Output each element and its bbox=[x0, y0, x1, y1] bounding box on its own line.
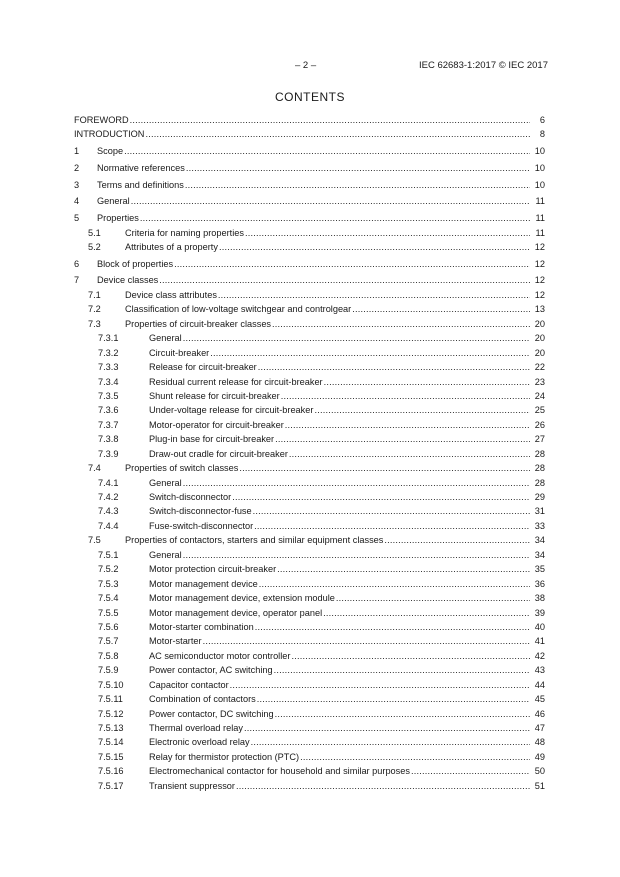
toc-entry[interactable] bbox=[74, 634, 545, 648]
toc-entry[interactable] bbox=[74, 750, 545, 764]
toc-entry-label[interactable]: Electronic overload relay bbox=[149, 737, 250, 748]
dot-leader bbox=[239, 461, 530, 475]
toc-entry-number: 7.3.7 bbox=[98, 419, 119, 430]
toc-entry[interactable] bbox=[74, 461, 545, 475]
toc-entry-label[interactable]: Motor-starter combination bbox=[149, 621, 254, 632]
toc-entry[interactable] bbox=[74, 257, 545, 271]
toc-entry[interactable] bbox=[74, 562, 545, 576]
toc-entry-page: 27 bbox=[534, 434, 545, 445]
toc-entry[interactable] bbox=[74, 519, 545, 533]
toc-entry-page: 10 bbox=[534, 146, 545, 157]
toc-entry[interactable] bbox=[74, 432, 545, 446]
toc-entry-number: 7.5.12 bbox=[98, 708, 124, 719]
toc-entry-page: 20 bbox=[534, 347, 545, 358]
toc-entry-label[interactable]: FOREWORD bbox=[74, 115, 129, 125]
toc-entry-page: 43 bbox=[534, 665, 545, 676]
toc-entry[interactable] bbox=[74, 692, 545, 706]
toc-entry-label[interactable]: Properties of switch classes bbox=[125, 463, 239, 474]
toc-entry[interactable] bbox=[74, 211, 545, 225]
toc-entry-label[interactable]: AC semiconductor motor controller bbox=[149, 650, 291, 661]
toc-entry-label[interactable]: Terms and definitions bbox=[97, 179, 184, 190]
toc-entry[interactable] bbox=[74, 113, 545, 127]
toc-entry-page: 23 bbox=[534, 376, 545, 387]
dot-leader bbox=[230, 678, 530, 692]
toc-entry-number: 7.5.7 bbox=[98, 636, 119, 647]
dot-leader bbox=[232, 490, 530, 504]
toc-entry-number: 7.3.8 bbox=[98, 434, 119, 445]
toc-entry-label[interactable]: Block of properties bbox=[97, 258, 174, 269]
toc-entry-number: 7.4.1 bbox=[98, 477, 119, 488]
dot-leader bbox=[251, 735, 530, 749]
toc-entry-number: 7.5.13 bbox=[98, 723, 124, 734]
dot-leader bbox=[275, 432, 530, 446]
toc-entry-number: 7.5.2 bbox=[98, 564, 119, 575]
toc-entry-number: 7.3.2 bbox=[98, 347, 119, 358]
toc-entry-number: 7.5.11 bbox=[98, 694, 123, 705]
toc-entry-number: 7.4.3 bbox=[98, 506, 119, 517]
toc-entry-page: 40 bbox=[534, 621, 545, 632]
toc-entry-number: 7.5.17 bbox=[98, 780, 124, 791]
toc-entry[interactable] bbox=[74, 226, 545, 240]
toc-entry[interactable] bbox=[74, 360, 545, 374]
toc-entry-number: 7.2 bbox=[88, 304, 101, 315]
toc-entry-number: 7 bbox=[74, 275, 80, 286]
toc-entry-number: 7.5.8 bbox=[98, 650, 119, 661]
toc-entry-number: 7.5.6 bbox=[98, 621, 119, 632]
dot-leader bbox=[257, 692, 530, 706]
toc-entry[interactable] bbox=[74, 490, 545, 504]
toc-entry-page: 12 bbox=[534, 289, 545, 300]
toc-entry-label[interactable]: Attributes of a property bbox=[125, 241, 218, 252]
toc-entry-page: 34 bbox=[534, 549, 545, 560]
toc-entry-page: 24 bbox=[534, 390, 545, 401]
toc-entry-page: 6 bbox=[539, 115, 545, 125]
toc-entry-label[interactable]: Release for circuit-breaker bbox=[149, 362, 257, 373]
dot-leader bbox=[183, 331, 530, 345]
toc-entry-number: 7.3.6 bbox=[98, 405, 119, 416]
toc-entry-number: 7.3.3 bbox=[98, 362, 119, 373]
toc-entry[interactable] bbox=[74, 178, 545, 192]
toc-entry-page: 36 bbox=[534, 578, 545, 589]
toc-entry-number: 4 bbox=[74, 196, 80, 207]
toc-entry-label[interactable]: Device classes bbox=[97, 275, 159, 286]
toc-entry-number: 7.3.4 bbox=[98, 376, 119, 387]
toc-entry-page: 49 bbox=[534, 751, 545, 762]
toc-entry-page: 12 bbox=[534, 258, 545, 269]
toc-entry-number: 5.1 bbox=[88, 227, 101, 238]
toc-entry-label[interactable]: Properties of circuit-breaker classes bbox=[125, 318, 272, 329]
toc-entry-label[interactable]: Switch-disconnector-fuse bbox=[149, 506, 252, 517]
dot-leader bbox=[219, 240, 530, 254]
toc-entry-page: 47 bbox=[534, 723, 545, 734]
toc-entry[interactable] bbox=[74, 375, 545, 389]
dot-leader bbox=[183, 548, 530, 562]
dot-leader bbox=[384, 533, 530, 547]
toc-entry[interactable] bbox=[74, 144, 545, 158]
dot-leader bbox=[289, 447, 530, 461]
dot-leader bbox=[254, 519, 530, 533]
toc-entry-number: 7.5.10 bbox=[98, 679, 124, 690]
toc-entry[interactable] bbox=[74, 663, 545, 677]
toc-entry[interactable] bbox=[74, 533, 545, 547]
page-number: – 2 – bbox=[295, 60, 317, 71]
table-of-contents bbox=[74, 113, 545, 793]
toc-entry-number: 5.2 bbox=[88, 241, 101, 252]
toc-entry-label[interactable]: Relay for thermistor protection (PTC) bbox=[149, 751, 300, 762]
dot-leader bbox=[285, 418, 530, 432]
toc-entry-number: 7.5 bbox=[88, 535, 101, 546]
dot-leader bbox=[124, 144, 530, 158]
dot-leader bbox=[314, 403, 530, 417]
toc-entry-label[interactable]: Residual current release for circuit-breaker bbox=[149, 376, 323, 387]
dot-leader bbox=[183, 476, 530, 490]
toc-entry[interactable] bbox=[74, 779, 545, 793]
toc-entry-page: 44 bbox=[534, 679, 545, 690]
toc-entry-page: 28 bbox=[534, 477, 545, 488]
toc-entry[interactable] bbox=[74, 288, 545, 302]
toc-entry-page: 41 bbox=[534, 636, 545, 647]
toc-entry-number: 7.3.5 bbox=[98, 390, 119, 401]
toc-entry-page: 12 bbox=[534, 275, 545, 286]
toc-entry-page: 28 bbox=[534, 448, 545, 459]
toc-entry-label[interactable]: Power contactor, DC switching bbox=[149, 708, 274, 719]
toc-entry-label[interactable]: Properties bbox=[97, 213, 139, 224]
toc-entry-label[interactable]: Scope bbox=[97, 146, 124, 157]
toc-entry-number: 7.4.4 bbox=[98, 520, 119, 531]
toc-entry-label[interactable]: General bbox=[97, 196, 130, 207]
toc-entry-page: 51 bbox=[534, 780, 545, 791]
toc-entry-label[interactable]: Motor management device, extension module bbox=[149, 593, 335, 604]
toc-entry[interactable] bbox=[74, 606, 545, 620]
dot-leader bbox=[272, 317, 530, 331]
toc-entry[interactable] bbox=[74, 127, 545, 141]
toc-entry-number: 5 bbox=[74, 213, 80, 224]
toc-entry-page: 35 bbox=[534, 564, 545, 575]
toc-entry-label[interactable]: Motor protection circuit-breaker bbox=[149, 564, 277, 575]
standard-reference: IEC 62683-1:2017 © IEC 2017 bbox=[418, 60, 548, 71]
toc-entry-number: 7.5.1 bbox=[98, 549, 119, 560]
toc-entry-number: 2 bbox=[74, 162, 80, 173]
toc-entry[interactable] bbox=[74, 735, 545, 749]
dot-leader bbox=[277, 562, 530, 576]
toc-entry[interactable] bbox=[74, 389, 545, 403]
toc-entry-page: 12 bbox=[534, 241, 545, 252]
dot-leader bbox=[130, 113, 530, 127]
dot-leader bbox=[324, 375, 530, 389]
toc-entry-label[interactable]: Motor management device bbox=[149, 578, 258, 589]
toc-entry-label[interactable]: Motor management device, operator panel bbox=[149, 607, 323, 618]
toc-entry-number: 7.1 bbox=[88, 289, 101, 300]
toc-entry[interactable] bbox=[74, 418, 545, 432]
toc-entry-page: 48 bbox=[534, 737, 545, 748]
toc-entry-number: 6 bbox=[74, 258, 80, 269]
dot-leader bbox=[275, 707, 530, 721]
toc-entry[interactable] bbox=[74, 317, 545, 331]
toc-entry[interactable] bbox=[74, 707, 545, 721]
toc-entry-number: 7.3.1 bbox=[98, 333, 119, 344]
toc-entry-label[interactable]: Normative references bbox=[97, 162, 185, 173]
toc-entry[interactable] bbox=[74, 273, 545, 287]
toc-entry-number: 7.5.15 bbox=[98, 751, 124, 762]
toc-entry-label[interactable]: Power contactor, AC switching bbox=[149, 665, 273, 676]
dot-leader bbox=[140, 211, 530, 225]
dot-leader bbox=[336, 591, 530, 605]
toc-entry-page: 25 bbox=[534, 405, 545, 416]
dot-leader bbox=[274, 663, 530, 677]
toc-entry-page: 34 bbox=[534, 535, 545, 546]
toc-entry-label[interactable]: General bbox=[149, 549, 182, 560]
toc-entry[interactable] bbox=[74, 678, 545, 692]
dot-leader bbox=[259, 577, 530, 591]
dot-leader bbox=[244, 721, 530, 735]
dot-leader bbox=[258, 360, 530, 374]
toc-entry-page: 33 bbox=[534, 520, 545, 531]
toc-entry-label[interactable]: Combination of contactors bbox=[149, 694, 256, 705]
dot-leader bbox=[281, 389, 530, 403]
toc-entry-label[interactable]: Electromechanical contactor for household and similar purposes bbox=[149, 766, 410, 777]
toc-entry-page: 13 bbox=[534, 304, 545, 315]
toc-entry[interactable] bbox=[74, 721, 545, 735]
toc-entry-page: 42 bbox=[534, 650, 545, 661]
toc-entry-number: 7.4.2 bbox=[98, 492, 119, 503]
toc-entry-page: 28 bbox=[534, 463, 545, 474]
dot-leader bbox=[174, 257, 530, 271]
toc-entry[interactable] bbox=[74, 403, 545, 417]
dot-leader bbox=[253, 504, 530, 518]
dot-leader bbox=[131, 194, 530, 208]
toc-entry-label[interactable]: Motor-operator for circuit-breaker bbox=[149, 419, 284, 430]
toc-entry-number: 1 bbox=[74, 146, 80, 157]
contents-title: CONTENTS bbox=[275, 90, 345, 104]
dot-leader bbox=[210, 346, 530, 360]
toc-entry-label[interactable]: Circuit-breaker bbox=[149, 347, 210, 358]
toc-entry-label[interactable]: General bbox=[149, 477, 182, 488]
toc-entry-label[interactable]: Device class attributes bbox=[125, 289, 217, 300]
toc-entry-number: 7.5.9 bbox=[98, 665, 119, 676]
toc-entry-page: 50 bbox=[534, 766, 545, 777]
toc-entry[interactable] bbox=[74, 577, 545, 591]
toc-entry-page: 46 bbox=[534, 708, 545, 719]
toc-entry[interactable] bbox=[74, 649, 545, 663]
toc-entry[interactable] bbox=[74, 620, 545, 634]
toc-entry-number: 7.4 bbox=[88, 463, 101, 474]
toc-entry-page: 20 bbox=[534, 318, 545, 329]
dot-leader bbox=[218, 288, 530, 302]
toc-entry-number: 3 bbox=[74, 179, 80, 190]
dot-leader bbox=[203, 634, 530, 648]
toc-entry-page: 8 bbox=[539, 129, 545, 140]
toc-entry-label[interactable]: Fuse-switch-disconnector bbox=[149, 520, 254, 531]
dot-leader bbox=[245, 226, 530, 240]
dot-leader bbox=[323, 606, 530, 620]
toc-entry-label[interactable]: Properties of contactors, starters and similar equipment classes bbox=[125, 535, 384, 546]
toc-entry-label[interactable]: General bbox=[149, 333, 182, 344]
dot-leader bbox=[185, 178, 530, 192]
toc-entry-label[interactable]: Classification of low-voltage switchgear and controlgear bbox=[125, 304, 352, 315]
toc-entry-number: 7.5.14 bbox=[98, 737, 124, 748]
toc-entry-label[interactable]: Criteria for naming properties bbox=[125, 227, 244, 238]
toc-entry-page: 45 bbox=[534, 694, 545, 705]
toc-entry-number: 7.3 bbox=[88, 318, 101, 329]
toc-entry-label[interactable]: Transient suppressor bbox=[149, 780, 235, 791]
dot-leader bbox=[352, 302, 530, 316]
toc-entry[interactable] bbox=[74, 476, 545, 490]
toc-entry-page: 31 bbox=[534, 506, 545, 517]
toc-entry-label[interactable]: Thermal overload relay bbox=[149, 723, 243, 734]
toc-entry-number: 7.5.16 bbox=[98, 766, 124, 777]
dot-leader bbox=[159, 273, 530, 287]
toc-entry[interactable] bbox=[74, 331, 545, 345]
dot-leader bbox=[411, 764, 530, 778]
toc-entry[interactable] bbox=[74, 591, 545, 605]
toc-entry-page: 10 bbox=[534, 179, 545, 190]
toc-entry-number: 7.3.9 bbox=[98, 448, 119, 459]
dot-leader bbox=[300, 750, 530, 764]
dot-leader bbox=[291, 649, 530, 663]
toc-entry-label[interactable]: Switch-disconnector bbox=[149, 492, 232, 503]
toc-entry[interactable] bbox=[74, 447, 545, 461]
toc-entry-number: 7.5.4 bbox=[98, 593, 119, 604]
dot-leader bbox=[255, 620, 530, 634]
toc-entry[interactable] bbox=[74, 764, 545, 778]
toc-entry-page: 38 bbox=[534, 593, 545, 604]
toc-entry-label[interactable]: Shunt release for circuit-breaker bbox=[149, 390, 280, 401]
toc-entry[interactable] bbox=[74, 302, 545, 316]
toc-entry-label[interactable]: Capacitor contactor bbox=[149, 679, 229, 690]
toc-entry-page: 11 bbox=[535, 196, 545, 207]
toc-entry[interactable] bbox=[74, 504, 545, 518]
toc-entry-number: 7.5.5 bbox=[98, 607, 119, 618]
toc-entry[interactable] bbox=[74, 161, 545, 175]
toc-entry-label[interactable]: Under-voltage release for circuit-breaker bbox=[149, 405, 314, 416]
toc-entry-number: 7.5.3 bbox=[98, 578, 119, 589]
dot-leader bbox=[145, 127, 530, 141]
toc-entry-page: 22 bbox=[534, 362, 545, 373]
toc-entry[interactable] bbox=[74, 548, 545, 562]
toc-entry-label[interactable]: Draw-out cradle for circuit-breaker bbox=[149, 448, 288, 459]
toc-entry-label[interactable]: Plug-in base for circuit-breaker bbox=[149, 434, 275, 445]
toc-entry[interactable] bbox=[74, 240, 545, 254]
toc-entry-page: 29 bbox=[534, 492, 545, 503]
toc-entry-label[interactable]: Motor-starter bbox=[149, 636, 202, 647]
dot-leader bbox=[186, 161, 530, 175]
toc-entry-page: 10 bbox=[534, 162, 545, 173]
toc-entry-page: 11 bbox=[535, 213, 545, 224]
toc-entry[interactable] bbox=[74, 194, 545, 208]
toc-entry[interactable] bbox=[74, 346, 545, 360]
toc-entry-page: 26 bbox=[534, 419, 545, 430]
toc-entry-label[interactable]: INTRODUCTION bbox=[74, 129, 145, 140]
dot-leader bbox=[236, 779, 530, 793]
toc-entry-page: 20 bbox=[534, 333, 545, 344]
toc-entry-page: 39 bbox=[534, 607, 545, 618]
toc-entry-page: 11 bbox=[535, 227, 545, 238]
